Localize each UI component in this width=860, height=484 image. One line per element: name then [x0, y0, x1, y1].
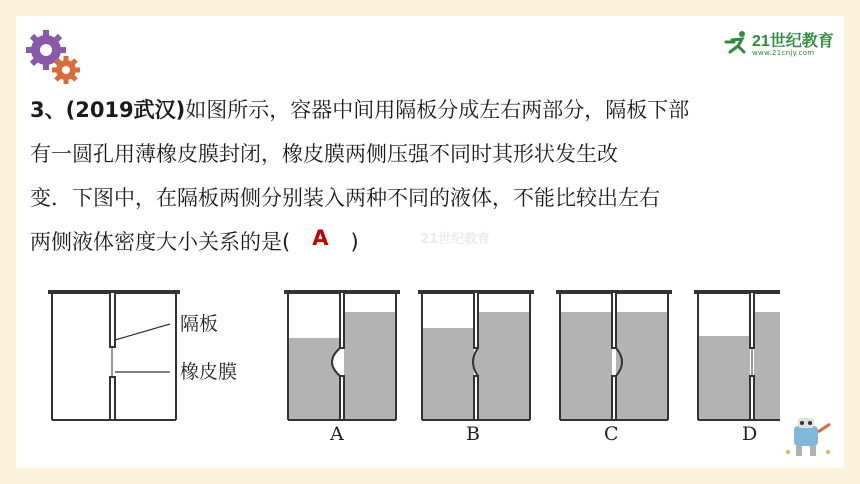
option-d-label: D [742, 423, 758, 445]
option-a-label: A [330, 423, 344, 445]
option-b-container [418, 292, 534, 420]
question-line-3: 变．下图中，在隔板两侧分别装入两种不同的液体，不能比较出左右 [30, 186, 660, 210]
label-partition: 隔板 [180, 313, 219, 335]
question-number: 3、(2019武汉) [30, 98, 186, 122]
option-b-label: B [466, 423, 480, 445]
question-line-4-text: 两侧液体密度大小关系的是( [30, 230, 291, 254]
runner-logo-icon [724, 30, 752, 56]
answer-text: A [312, 226, 329, 250]
option-c-container [556, 292, 672, 420]
watermark: 21世纪教育 [420, 232, 491, 247]
gears-icon [22, 24, 86, 88]
brand-logo [724, 28, 834, 57]
option-d-container [694, 292, 780, 420]
question-line-1 [30, 88, 820, 132]
logo-url: www.21cnjy.com [752, 49, 815, 57]
option-c-label: C [604, 423, 619, 445]
label-membrane: 橡皮膜 [180, 361, 238, 383]
question-closing-paren: ) [350, 230, 359, 254]
logo-text: 21世纪教育 [752, 33, 834, 50]
container-figure [40, 280, 780, 445]
question-line-2: 有一圆孔用薄橡皮膜封闭，橡皮膜两侧压强不同时其形状发生改 [30, 142, 618, 166]
robot-decoration-icon [780, 412, 836, 464]
question-line-1-text: 如图所示，容器中间用隔板分成左右两部分，隔板下部 [185, 98, 690, 122]
reference-container [48, 292, 180, 420]
option-a-container [284, 292, 400, 420]
